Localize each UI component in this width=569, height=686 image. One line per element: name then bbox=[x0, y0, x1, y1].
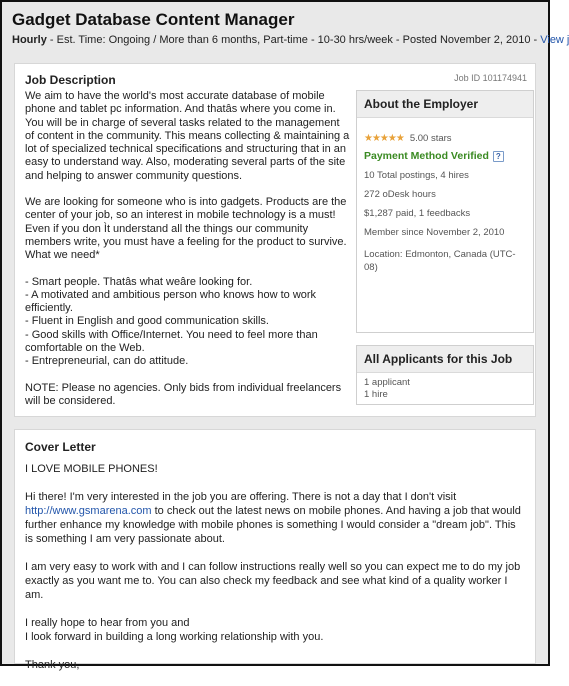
list-item: - Smart people. Thatâs what weâre looking for. bbox=[25, 275, 253, 288]
cover-paragraph-2 bbox=[25, 490, 525, 546]
employer-details bbox=[357, 118, 533, 288]
employer-location: Location: Edmonton, Canada (UTC-08) bbox=[364, 249, 516, 273]
cover-paragraph-4-line-2: I look forward in building a long working relationship with you. bbox=[25, 631, 324, 643]
stars-label: 5.00 stars bbox=[409, 133, 452, 144]
job-note: NOTE: Please no agencies. Only bids from individual freelancers will be considered. bbox=[25, 381, 342, 407]
hire-count: 1 hire bbox=[364, 389, 388, 400]
payment-verified bbox=[364, 150, 526, 163]
job-id: Job ID 101174941 bbox=[454, 73, 527, 83]
employer-paid: $1,287 paid, 1 feedbacks bbox=[364, 208, 471, 219]
cover-paragraph-2-start: Hi there! I'm very interested in the job you are offering. There is not a day that I don't visit bbox=[25, 491, 457, 503]
list-item: - A motivated and ambitious person who knows how to work efficiently. bbox=[25, 288, 320, 315]
job-description-title: Job Description bbox=[25, 73, 116, 87]
applicant-count: 1 applicant bbox=[364, 377, 410, 388]
job-description-body bbox=[25, 90, 350, 421]
employer-postings: 10 Total postings, 4 hires bbox=[364, 170, 469, 181]
cover-paragraph-4-line-1: I really hope to hear from you and bbox=[25, 617, 190, 629]
job-title: Gadget Database Content Manager bbox=[12, 10, 295, 29]
view-link[interactable]: View j bbox=[540, 34, 569, 46]
job-paragraph-1: We aim to have the world's most accurate database of mobile phone and tablet pc information. And thatâs where you come in. You will be in charge of several tasks related to the management of content in the community. This means collecting & maintaining a lot of specialized technical specifications and structuring that in an easy to understand way. Also, moderating several parts of the site and helping to answer community questions. bbox=[25, 90, 350, 182]
job-description-card bbox=[14, 63, 536, 417]
job-header bbox=[2, 2, 569, 46]
cover-paragraph-2-end: to check out the latest news on mobile phones. And having a job that would further enhance my knowledge with mobile phones is something I would consider a "dream job". This is something I am very passionate about. bbox=[25, 505, 521, 545]
cover-paragraph-4 bbox=[25, 616, 525, 644]
cover-letter-body bbox=[25, 462, 525, 686]
payment-verified-label: Payment Method Verified bbox=[364, 150, 489, 162]
employer-title: About the Employer bbox=[357, 91, 533, 118]
applicants-box bbox=[356, 345, 534, 405]
needs-list bbox=[25, 276, 350, 369]
cover-letter-title: Cover Letter bbox=[25, 440, 96, 454]
star-rating-icon: ★★★★★ bbox=[364, 133, 404, 144]
cover-letter-card bbox=[14, 429, 536, 671]
job-meta-text: - Est. Time: Ongoing / More than 6 months, Part-time - 10-30 hrs/week - Posted November 2, 2010 - bbox=[46, 34, 541, 46]
list-item: - Fluent in English and good communication skills. bbox=[25, 315, 269, 328]
list-item: - Good skills with Office/Internet. You need to feel more than comfortable on the Web. bbox=[25, 328, 321, 355]
help-icon[interactable]: ? bbox=[493, 151, 504, 162]
needs-heading: What we need* bbox=[25, 249, 100, 262]
employer-box bbox=[356, 90, 534, 333]
employer-member-since: Member since November 2, 2010 bbox=[364, 227, 505, 238]
job-paragraph-2: We are looking for someone who is into gadgets. Products are the center of your job, so an interest in mobile technology is a must! Even if you don Ìt understand all the things our community members write, you must have a feeling for the product to survive. bbox=[25, 196, 347, 248]
employer-hours: 272 oDesk hours bbox=[364, 189, 436, 200]
cover-line-1: I LOVE MOBILE PHONES! bbox=[25, 463, 158, 475]
job-type: Hourly bbox=[12, 34, 47, 46]
list-item: - Entrepreneurial, can do attitude. bbox=[25, 355, 189, 368]
employer-rating bbox=[364, 132, 526, 145]
gsmarena-link[interactable]: http://www.gsmarena.com bbox=[25, 505, 152, 517]
applicants-title: All Applicants for this Job bbox=[357, 346, 533, 373]
applicants-details bbox=[357, 373, 533, 409]
job-meta bbox=[12, 34, 569, 46]
cover-closing: Thank you, bbox=[25, 659, 80, 671]
cover-paragraph-3: I am very easy to work with and I can follow instructions really well so you can expect me to do my job exactly as you want me to. You can also check my feedback and see what kind of a quality worker I am. bbox=[25, 561, 521, 601]
